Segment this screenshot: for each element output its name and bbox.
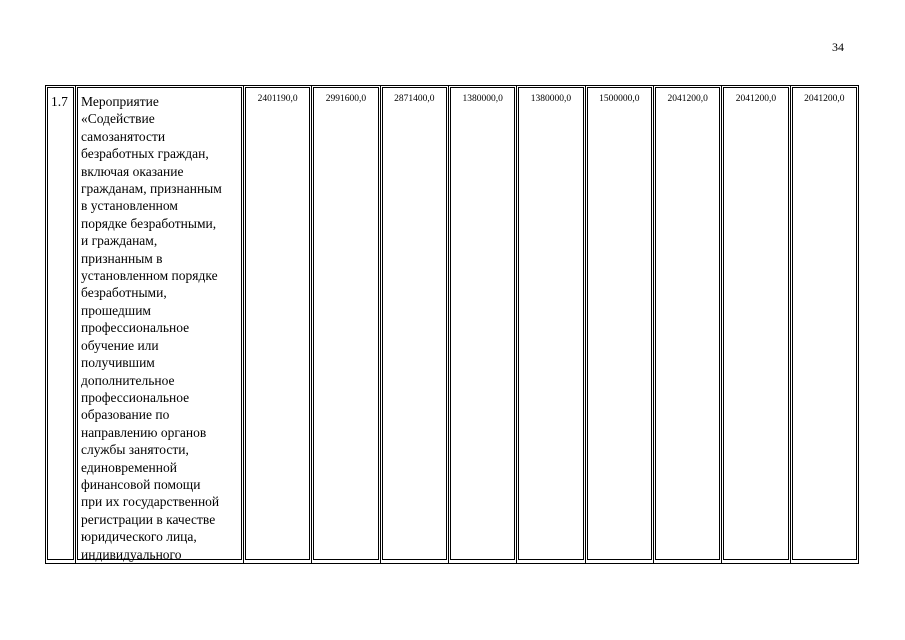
row-name-cell bbox=[76, 86, 244, 564]
program-measures-table bbox=[45, 85, 859, 564]
desc-line: получившим bbox=[81, 355, 155, 371]
value-cell bbox=[790, 86, 858, 564]
desc-line: обучение или bbox=[81, 337, 159, 353]
desc-line: дополнительное bbox=[81, 372, 175, 388]
row-index-cell bbox=[46, 86, 76, 564]
value-1380000-b: 1380000,0 bbox=[530, 94, 572, 104]
value-1380000-a: 1380000,0 bbox=[462, 94, 503, 104]
value-2991600: 2991600,0 bbox=[325, 94, 367, 104]
desc-line: профессиональное bbox=[81, 389, 190, 405]
value-2041200-b: 2041200,0 bbox=[735, 94, 777, 104]
desc-line: и гражданам, bbox=[81, 233, 158, 249]
value-cell bbox=[448, 86, 516, 564]
desc-line: включая оказание bbox=[81, 163, 184, 179]
desc-line: безработных граждан, bbox=[81, 146, 209, 162]
value-cell bbox=[585, 86, 653, 564]
desc-line: регистрации в качестве bbox=[81, 511, 216, 527]
desc-line: единовременной bbox=[81, 459, 177, 475]
desc-line: при их государственной bbox=[81, 494, 220, 510]
value-2041200-c: 2041200,0 bbox=[804, 94, 845, 104]
desc-line: Мероприятие bbox=[81, 94, 159, 109]
desc-line: образование по bbox=[81, 407, 170, 423]
desc-line: безработными, bbox=[81, 285, 167, 301]
desc-line: прошедшим bbox=[81, 302, 151, 318]
desc-line: финансовой помощи bbox=[81, 476, 201, 492]
desc-line: службы занятости, bbox=[81, 442, 189, 458]
table-row bbox=[46, 86, 859, 564]
value-cell bbox=[517, 86, 585, 564]
value-cell bbox=[312, 86, 380, 564]
value-2041200-a: 2041200,0 bbox=[667, 94, 708, 104]
value-cell bbox=[653, 86, 721, 564]
desc-line: юридического лица, bbox=[81, 529, 197, 545]
desc-line: направлению органов bbox=[81, 424, 207, 440]
value-2871400: 2871400,0 bbox=[394, 94, 435, 104]
desc-line: индивидуального bbox=[81, 546, 182, 562]
measure-description bbox=[81, 90, 238, 563]
desc-line: профессиональное bbox=[81, 320, 190, 336]
desc-line: порядке безработными, bbox=[81, 215, 217, 231]
desc-line: самозанятости bbox=[81, 128, 166, 144]
desc-line: признанным в bbox=[81, 250, 163, 266]
desc-line: гражданам, признанным bbox=[81, 181, 222, 197]
value-2401190: 2401190,0 bbox=[257, 94, 298, 104]
desc-line: в установленном bbox=[81, 198, 178, 214]
value-cell bbox=[722, 86, 790, 564]
row-index: 1.7 bbox=[51, 94, 68, 109]
page-number: 34 bbox=[832, 40, 844, 54]
desc-line: установленном порядке bbox=[81, 268, 218, 284]
value-1500000: 1500000,0 bbox=[599, 94, 640, 104]
value-cell bbox=[244, 86, 312, 564]
value-cell bbox=[380, 86, 448, 564]
desc-line: «Содействие bbox=[81, 111, 155, 127]
